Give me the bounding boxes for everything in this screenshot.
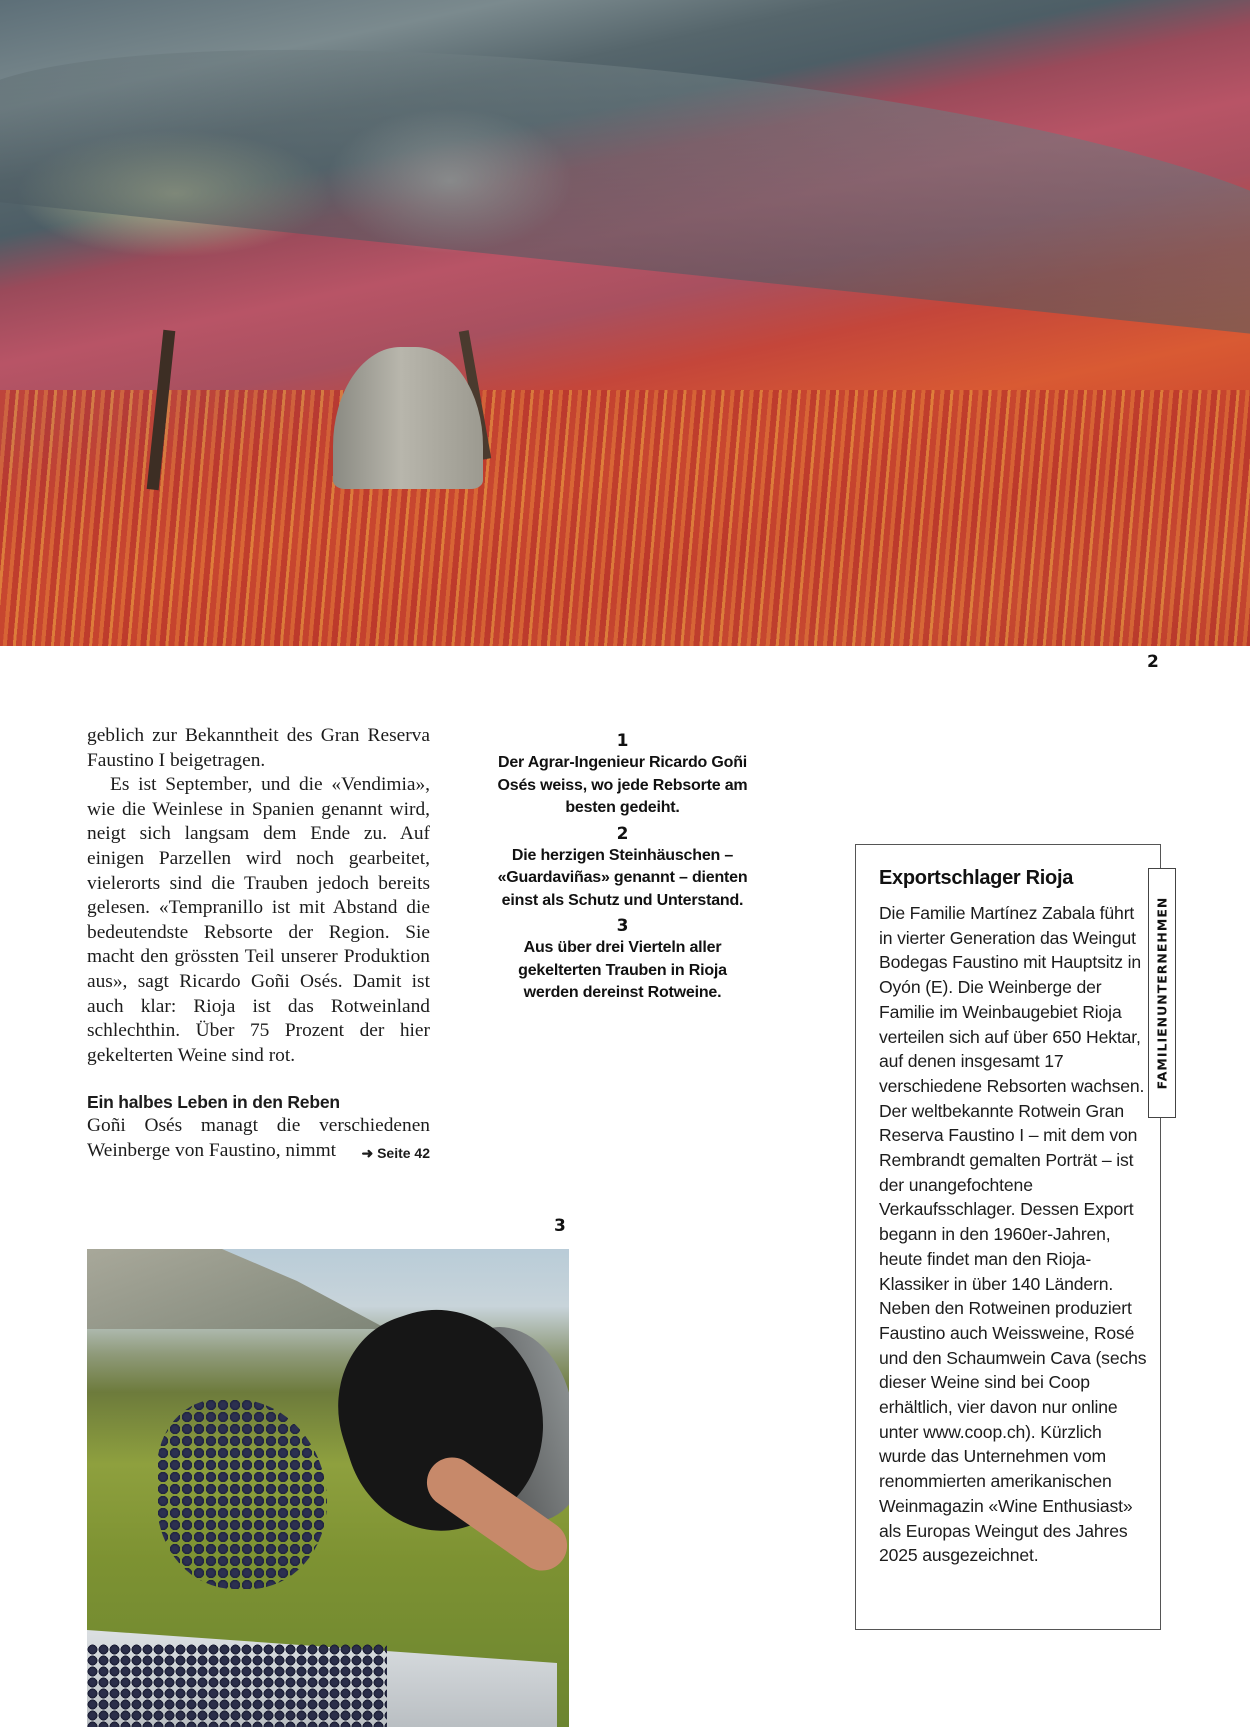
caption-number: 3 [616, 916, 629, 936]
figure-number-3: 3 [554, 1216, 566, 1236]
infobox-body: Die Familie Martínez Zabala führt in vierter Generation das Weingut Bodegas Faustino mit Hauptsitz in Oyón (E). Die Weinberge der Familie im Weinbaugebiet Rioja verteilen sich auf über 650 Hektar, auf denen insgesamt 17 verschiedene Rebsorten wachsen. Der weltbekannte Rotwein Gran Reserva Faustino I – mit dem von Rembrandt gemalten Porträt – ist der unangefochtene Verkaufsschlager. Dessen Export begann in den 1960er-Jahren, heute findet man den Rioja-Klassiker in über 140 Ländern. Neben den Rotweinen produziert Faustino auch Weissweine, Rosé und den Schaumwein Cava (sechs dieser Weine sind bei Coop erhältlich, vier davon nur online unter www.coop.ch). Kürzlich wurde das Unternehmen vom renommierten amerikanischen Weinmagazin «Wine Enthusiast» als Europas Weingut des Jahres 2025 ausgezeichnet. [879, 903, 1147, 1566]
article-subheading: Ein halbes Leben in den Reben [87, 1092, 340, 1113]
crate-grapes [87, 1644, 387, 1727]
section-tab-label: FAMILIENUNTERNEHMEN [1154, 896, 1170, 1090]
caption-number: 2 [616, 823, 629, 844]
caption-text: Die herzigen Steinhäuschen – «Guardaviñas» genannt – dienten einst als Schutz und Unterstand. [497, 846, 748, 909]
hero-vineyard-photo [0, 0, 1250, 646]
article-column [87, 724, 430, 1166]
article-paragraph [87, 1114, 430, 1163]
caption-number: 1 [616, 731, 629, 751]
stone-hut-guardavinas [333, 347, 483, 489]
vine-rows [0, 390, 1250, 646]
hillside [0, 0, 1250, 343]
infobox-title: Exportschlager Rioja [879, 867, 1074, 889]
mountain [87, 1249, 387, 1329]
article-paragraph: Es ist September, und die «Vendimia», wie die Weinlese in Spanien genannt wird, neigt sich langsam dem Ende zu. Auf einigen Parzellen wird noch gearbeitet, vielerorts sind die Trauben jedoch bereits gelesen. «Tempranillo ist mit Abstand die bedeutendste Rebsorte der Region. Sie macht den grössten Teil unserer Produktion aus», sagt Ricardo Goñi Osés. Damit ist auch klar: Rioja ist das Rotweinland schlechthin. Über 75 Prozent der hier gekelterten Weine sind rot. [87, 774, 430, 1066]
falling-grapes [157, 1399, 327, 1589]
section-tab [1148, 868, 1176, 1118]
caption-text: Der Agrar-Ingenieur Ricardo Goñi Osés weiss, wo jede Rebsorte am besten gedeiht. [497, 754, 748, 816]
harvest-photo [87, 1249, 569, 1727]
continuation-link[interactable]: ➜ Seite 42 [361, 1144, 430, 1161]
photo-captions [490, 730, 755, 1008]
caption-text: Aus über drei Vierteln aller gekelterten Trauben in Rioja werden dereinst Rotweine. [518, 939, 727, 1001]
figure-number-2: 2 [1147, 652, 1159, 672]
article-paragraph: geblich zur Bekanntheit des Gran Reserva Faustino I beigetragen. [87, 725, 430, 771]
article-last-paragraph: Goñi Osés managt die verschiedenen Weinberge von Faustino, nimmt [87, 1115, 430, 1161]
infobox-exportschlager [855, 844, 1161, 1630]
